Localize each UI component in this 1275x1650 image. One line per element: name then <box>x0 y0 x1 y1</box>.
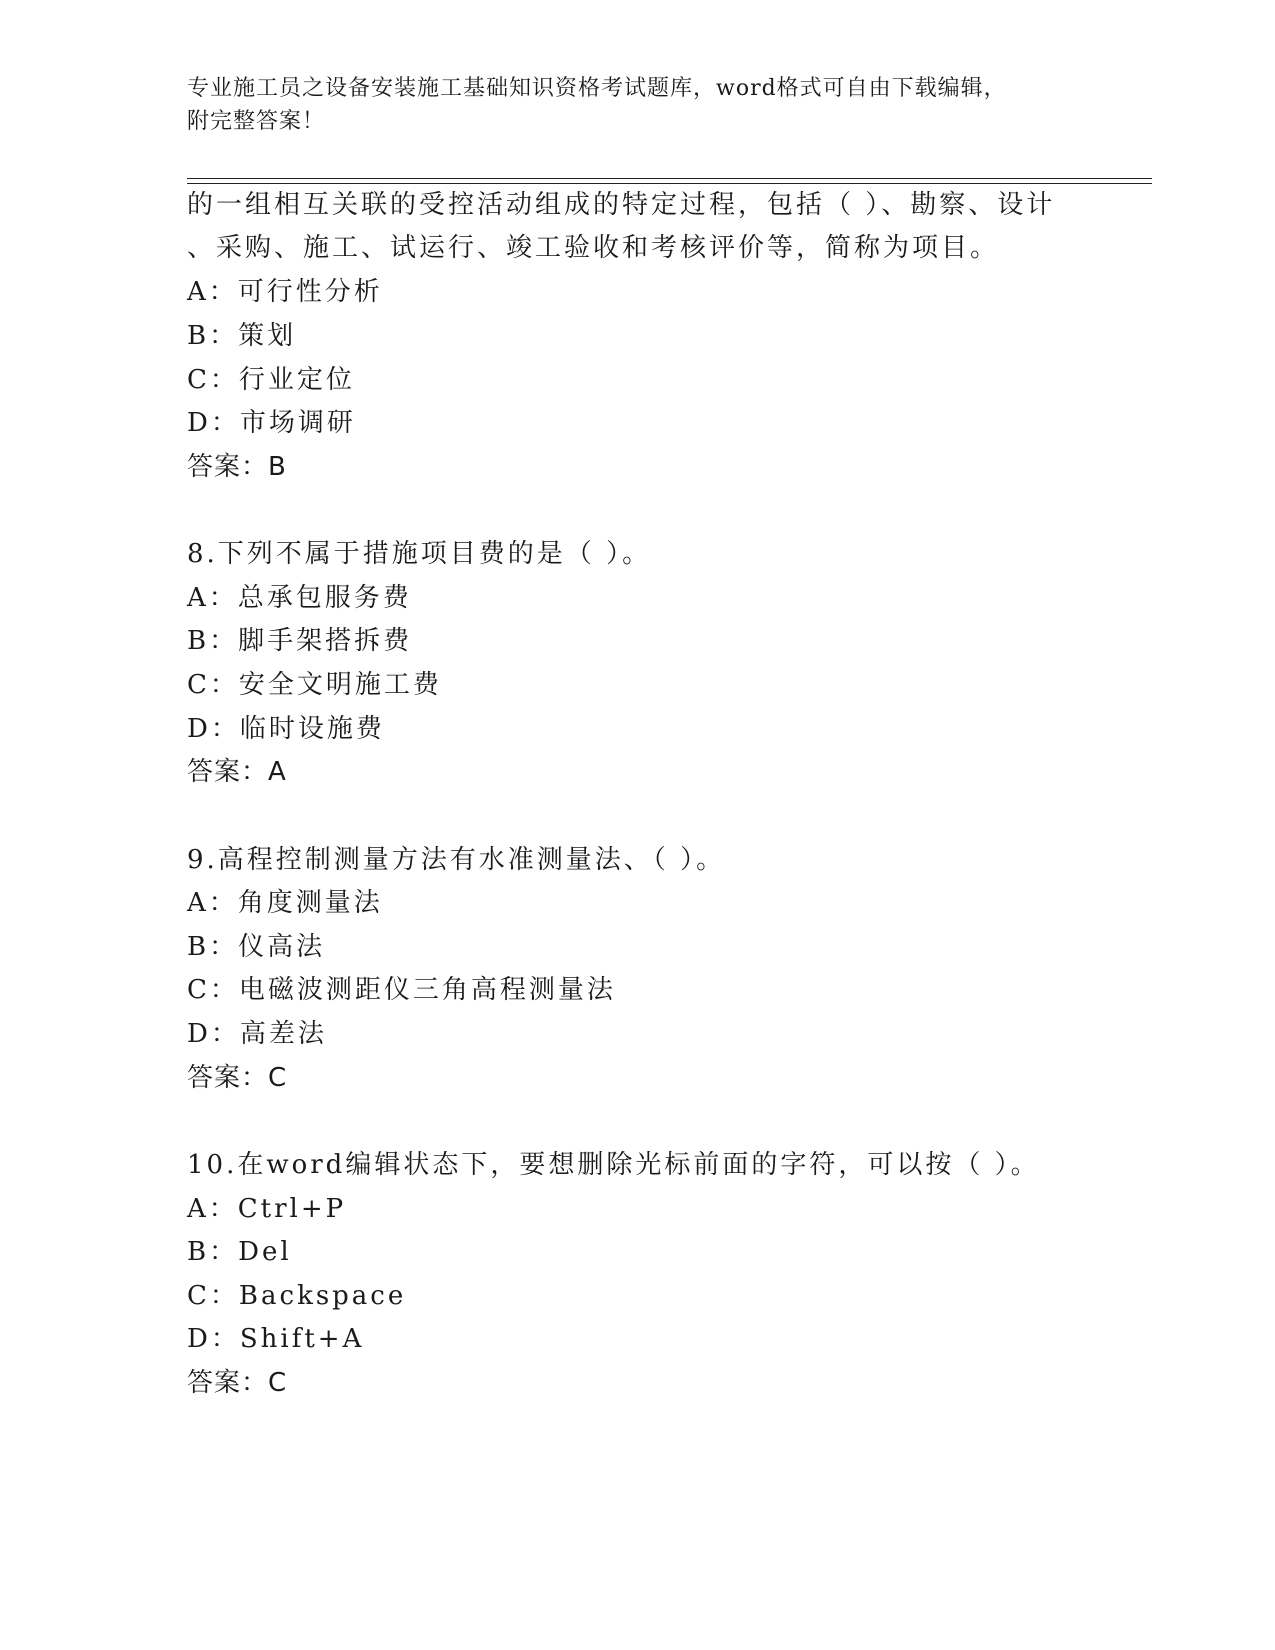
question-9-answer: 答案：C <box>187 1063 288 1093</box>
header-line-1: 专业施工员之设备安装施工基础知识资格考试题库，word格式可自由下载编辑， <box>187 76 1007 101</box>
question-7-answer: 答案：B <box>187 452 287 482</box>
question-7-option-a: A：可行性分析 <box>187 277 383 307</box>
question-10-option-a: A：Ctrl+P <box>187 1194 347 1224</box>
question-9-option-b: B：仪高法 <box>187 932 326 962</box>
question-10-option-b: B：Del <box>187 1237 292 1267</box>
question-9-option-a: A：角度测量法 <box>187 888 383 918</box>
question-10-text: 10.在word编辑状态下，要想删除光标前面的字符，可以按（ ）。 <box>187 1150 1040 1180</box>
question-7-option-c: C：行业定位 <box>187 365 355 395</box>
question-10-answer: 答案：C <box>187 1368 288 1398</box>
question-7-text-line-2: 、采购、施工、试运行、竣工验收和考核评价等，简称为项目。 <box>187 233 1000 263</box>
header-line-2: 附完整答案！ <box>187 109 326 134</box>
question-8-answer: 答案：A <box>187 757 287 787</box>
header-divider-bottom <box>187 183 1152 184</box>
question-8-option-b: B：脚手架搭拆费 <box>187 626 413 656</box>
question-9-text: 9.高程控制测量方法有水准测量法、（ ）。 <box>187 845 726 875</box>
question-8-option-c: C：安全文明施工费 <box>187 670 442 700</box>
question-8-option-d: D：临时设施费 <box>187 714 385 744</box>
question-7-option-d: D：市场调研 <box>187 408 356 438</box>
question-8-text: 8.下列不属于措施项目费的是（ ）。 <box>187 539 652 569</box>
question-10-option-d: D：Shift+A <box>187 1324 365 1354</box>
header-divider-top <box>187 178 1152 179</box>
question-7-text-line-1: 的一组相互关联的受控活动组成的特定过程，包括（ ）、勘察、设计 <box>187 190 1056 220</box>
question-9-option-d: D：高差法 <box>187 1019 327 1049</box>
question-7-option-b: B：策划 <box>187 321 297 351</box>
question-10-option-c: C：Backspace <box>187 1281 407 1311</box>
question-9-option-c: C：电磁波测距仪三角高程测量法 <box>187 975 616 1005</box>
question-8-option-a: A：总承包服务费 <box>187 583 412 613</box>
document-header <box>187 72 1087 138</box>
